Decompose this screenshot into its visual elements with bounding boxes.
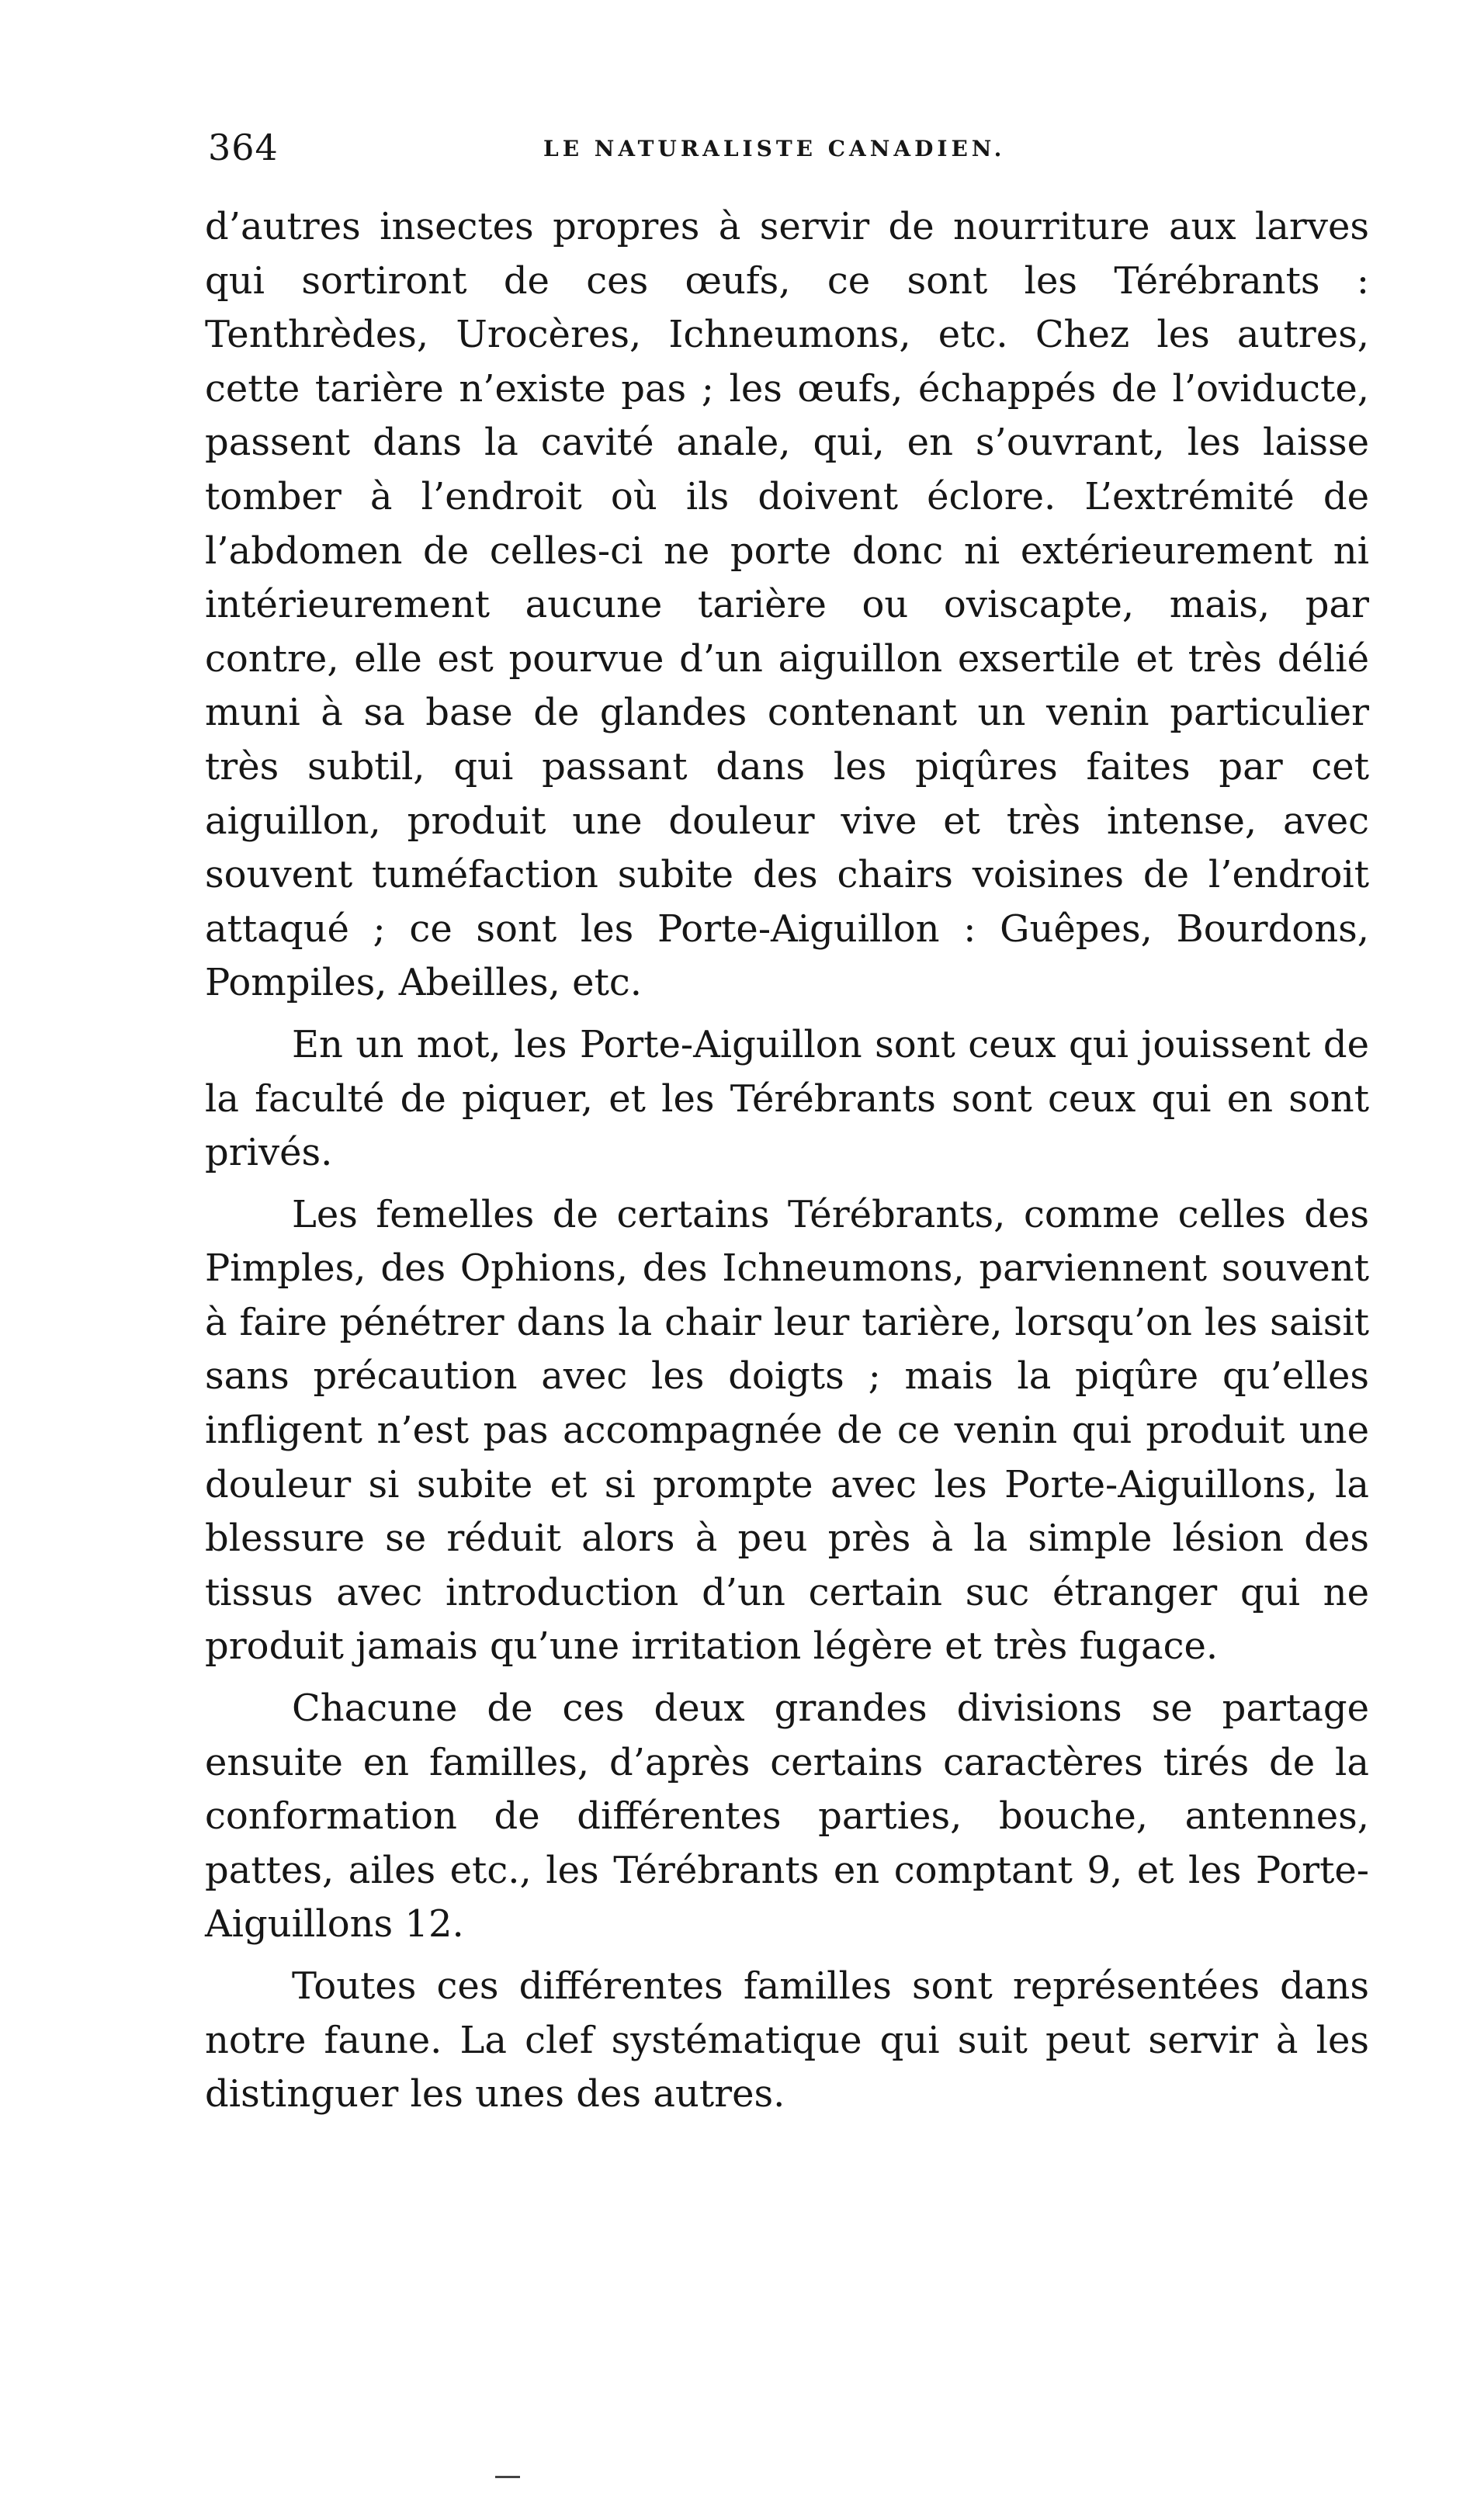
- body-text: [205, 200, 1369, 2122]
- paragraph-continuation: d’autres insectes propres à servir de nourriture aux larves qui sortiront de ces œufs, ce sont les Térébrants : Tenthrèdes, Urocères, Ichneumons, etc. Chez les autres, cette tarière n’existe pas ; les œufs, échappés de l’oviducte, passent dans la cavité anale, qui, en s’ouvrant, les laisse tomber à l’endroit où ils doivent éclore. L’extrémité de l’abdomen de celles-ci ne porte donc ni extérieurement ni intérieurement aucune tarière ou oviscapte, mais, par contre, elle est pourvue d’un aiguillon exsertile et très délié muni à sa base de glandes contenant un venin particulier très subtil, qui passant dans les piqûres faites par cet aiguillon, produit une douleur vive et très intense, avec souvent tuméfaction subite des chairs voisines de l’endroit attaqué ; ce sont les Porte-Aiguillon : Guêpes, Bourdons, Pompiles, Abeilles, etc.: [205, 205, 1369, 1005]
- paragraph: En un mot, les Porte-Aiguillon sont ceux qui jouissent de la faculté de piquer, et les Térébrants sont ceux qui en sont privés.: [205, 1022, 1369, 1175]
- page-number: 364: [208, 127, 279, 168]
- running-title: LE NATURALISTE CANADIEN.: [543, 136, 1006, 161]
- footer-mark: [495, 2476, 520, 2478]
- paragraph: Les femelles de certains Térébrants, comme celles des Pimples, des Ophions, des Ichneumons, parviennent souvent à faire pénétrer dans la chair leur tarière, lorsqu’on les saisit sans précaution avec les doigts ; mais la piqûre qu’elles infligent n’est pas accompagnée de ce venin qui produit une douleur si subite et si prompte avec les Porte-Aiguillons, la blessure se réduit alors à peu près à la simple lésion des tissus avec introduction d’un certain suc étranger qui ne produit jamais qu’une irritation légère et très fugace.: [205, 1192, 1369, 1669]
- paragraph: Chacune de ces deux grandes divisions se partage ensuite en familles, d’après certains caractères tirés de la conformation de différentes parties, bouche, antennes, pattes, ailes etc., les Térébrants en comptant 9, et les Porte-Aiguillons 12.: [205, 1687, 1369, 1947]
- paragraph: Toutes ces différentes familles sont représentées dans notre faune. La clef systématique qui suit peut servir à les distinguer les unes des autres.: [205, 1964, 1369, 2116]
- page-header: [208, 124, 1349, 179]
